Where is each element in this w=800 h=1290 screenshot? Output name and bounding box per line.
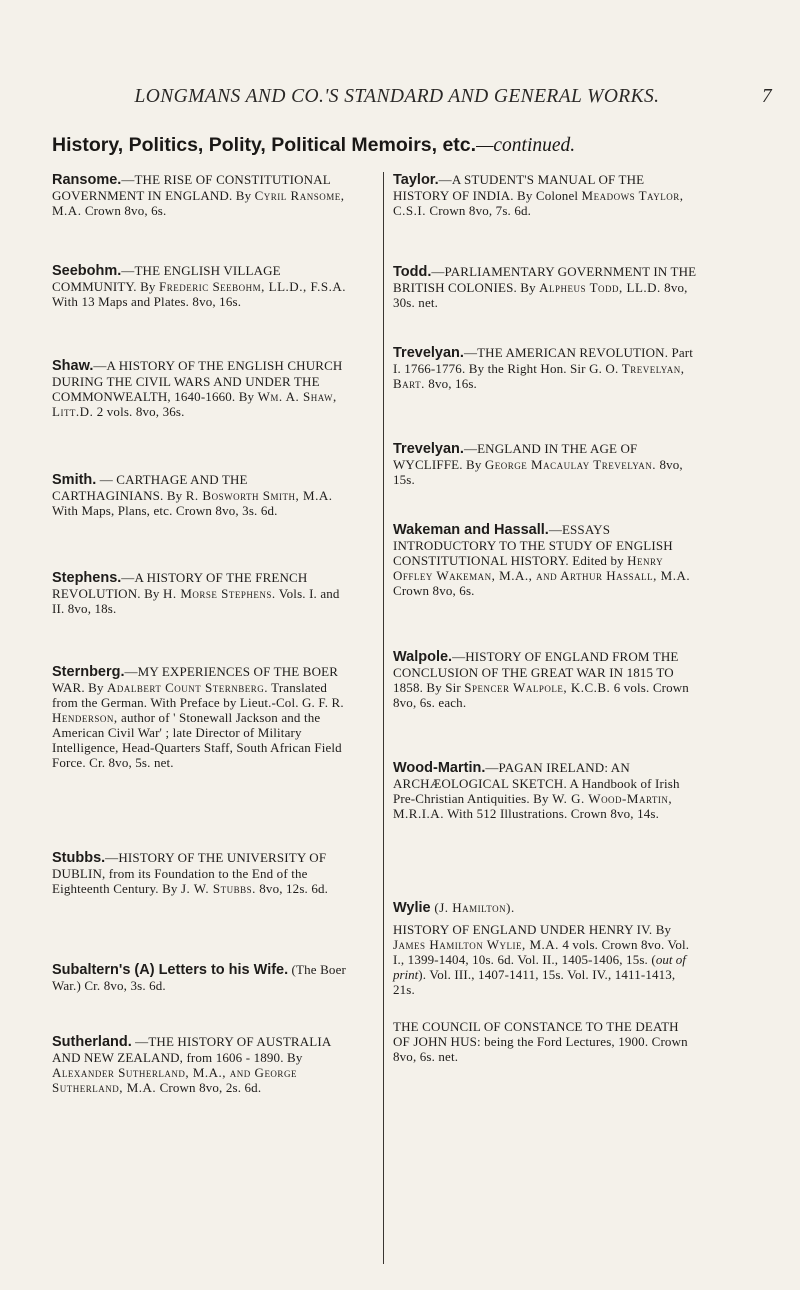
entry-tail: With 13 Maps and Plates. 8vo, 16s. (52, 294, 242, 309)
entry-tail: With 512 Illustrations. Crown 8vo, 14s. (443, 806, 659, 821)
running-head-title: LONGMANS AND CO.'S STANDARD AND GENERAL WORKS. (134, 86, 660, 107)
entry-tail: 8vo, 30s. net. (393, 280, 688, 310)
entry-tail: With Maps, Plans, etc. Crown 8vo, 3s. 6d. (52, 503, 278, 518)
entry-seebohm (52, 263, 352, 309)
entry-heading: Taylor. (393, 172, 439, 188)
entry-author: Wm. A. Shaw, Litt.D. (52, 389, 337, 419)
entry-heading: Wood-Martin. (393, 760, 486, 776)
entry-text: —A STUDENT'S MANUAL OF THE HISTORY OF INDIA. By Colonel (393, 172, 645, 203)
entry-text: —THE AMERICAN REVOLUTION. Part I. 1766-1776. By the Right Hon. Sir G. O. (393, 345, 694, 376)
entry-heading: Smith. (52, 472, 97, 488)
entry-heading: Todd. (393, 264, 432, 280)
entry-author: W. G. Wood-Martin, M.R.I.A. (393, 791, 673, 821)
entry-author: J. W. Stubbs. (180, 881, 256, 896)
entry-tail: Crown 8vo, 2s. 6d. (156, 1080, 262, 1095)
entry-wakeman-hassall (393, 522, 697, 598)
entry-smith (52, 472, 352, 518)
entry-text: —ENGLAND IN THE AGE OF WYCLIFFE. By (393, 441, 638, 472)
entry-stubbs (52, 850, 352, 896)
entry-tail: 4 vols. Crown 8vo. Vol. I., 1399-1404, 10s. 6d. Vol. II., 1405-1406, 15s. ( (393, 937, 690, 967)
entry-author-secondary: Henderson, (52, 710, 118, 725)
entry-heading: Ransome. (52, 172, 122, 188)
entry-heading: Subaltern's (A) Letters to his Wife. (52, 962, 289, 978)
entry-author: Adalbert Count Sternberg. (107, 680, 269, 695)
entry-heading: Wylie (393, 900, 431, 916)
entry-trevelyan-wycliffe (393, 441, 697, 487)
entry-author: Spencer Walpole, K.C.B. (464, 680, 611, 695)
entry-author: Frederic Seebohm, LL.D., F.S.A. (158, 279, 347, 294)
entry-text: —PARLIAMENTARY GOVERNMENT IN THE BRITISH COLONIES. By (393, 264, 697, 295)
section-continued: —continued. (476, 135, 576, 156)
entry-ransome (52, 172, 352, 218)
entry-tail-secondary: author of ' Stonewall Jackson and the American Civil War' ; late Director of Military Intelligence, Head-Quarters Staff, South African Field Force. Cr. 8vo, 5s. net. (52, 710, 342, 770)
section-title-text: History, Politics, Polity, Political Memoirs, etc. (52, 134, 477, 156)
entry-note: out of print (393, 952, 686, 982)
entry-tail: 8vo, 15s. (393, 457, 683, 487)
entry-tail: 6 vols. Crown 8vo, 6s. each. (393, 680, 689, 710)
entry-text: — CARTHAGE AND THE CARTHAGINIANS. By (52, 472, 248, 503)
entry-text: —ESSAYS INTRODUCTORY TO THE STUDY OF ENGLISH CONSTITUTIONAL HISTORY. Edited by (393, 522, 673, 568)
entry-subaltern (52, 962, 352, 993)
entry-taylor (393, 172, 697, 218)
entry-text: —MY EXPERIENCES OF THE BOER WAR. By (52, 664, 339, 695)
entry-author: Alpheus Todd, LL.D. (539, 280, 661, 295)
entry-wood-martin (393, 760, 697, 821)
entry-todd (393, 264, 697, 310)
entry-tail: 8vo, 16s. (424, 376, 477, 391)
entry-author: R. Bosworth Smith, M.A. (185, 488, 333, 503)
entry-tail: Crown 8vo, 6s. (81, 203, 167, 218)
entry-heading: Sternberg. (52, 664, 125, 680)
entry-author-heading: (J. Hamilton). (430, 900, 515, 915)
entry-heading: Sutherland. (52, 1034, 132, 1050)
entry-stephens (52, 570, 352, 616)
entry-text: THE COUNCIL OF CONSTANCE TO THE DEATH OF JOHN HUS: being the Ford Lectures, 1900. Crown 8vo, 6s. net. (393, 1019, 688, 1064)
section-title (52, 134, 782, 157)
entry-text: —THE ENGLISH VILLAGE COMMUNITY. By (52, 263, 281, 294)
entry-author: Meadows Taylor, C.S.I. (393, 188, 684, 218)
wylie-history-henry-iv (393, 922, 697, 997)
entry-text: —THE RISE OF CONSTITUTIONAL GOVERNMENT IN ENGLAND. By (52, 172, 331, 203)
running-head (52, 86, 772, 108)
entry-tail-end: ). Vol. III., 1407-1411, 15s. Vol. IV., 1411-1413, 21s. (393, 967, 676, 997)
entry-heading: Trevelyan. (393, 441, 464, 457)
entry-text: —A HISTORY OF THE ENGLISH CHURCH DURING THE CIVIL WARS AND UNDER THE COMMONWEALTH, 1640-1660. By (52, 358, 343, 404)
entry-heading: Shaw. (52, 358, 94, 374)
entry-tail: 2 vols. 8vo, 36s. (93, 404, 185, 419)
entry-text: —THE HISTORY OF AUSTRALIA AND NEW ZEALAND, from 1606 - 1890. By (52, 1034, 331, 1065)
entry-tail: Crown 8vo, 6s. (393, 583, 475, 598)
entry-text: HISTORY OF ENGLAND UNDER HENRY IV. By (393, 922, 672, 937)
entry-heading: Wakeman and Hassall. (393, 522, 549, 538)
entry-sternberg (52, 664, 352, 770)
entry-heading: Seebohm. (52, 263, 122, 279)
entry-tail: 8vo, 12s. 6d. (255, 881, 329, 896)
entry-author: Henry Offley Wakeman, M.A., and Arthur Hassall, M.A. (393, 553, 691, 583)
entry-sutherland (52, 1034, 352, 1095)
entry-text: —HISTORY OF ENGLAND FROM THE CONCLUSION OF THE GREAT WAR IN 1815 TO 1858. By Sir (393, 649, 679, 695)
entry-trevelyan-american (393, 345, 697, 391)
entry-author: James Hamilton Wylie, M.A. (393, 937, 559, 952)
entry-tail: Crown 8vo, 7s. 6d. (425, 203, 532, 218)
wylie-heading-line (393, 900, 697, 916)
entry-shaw (52, 358, 352, 419)
entry-heading: Trevelyan. (393, 345, 464, 361)
entry-text: (The Boer War.) Cr. 8vo, 3s. 6d. (52, 962, 346, 993)
entry-text: —PAGAN IRELAND: AN ARCHÆOLOGICAL SKETCH. A Handbook of Irish Pre-Christian Antiquities. By (393, 760, 680, 806)
column-divider (383, 172, 384, 1264)
entry-author: George Macaulay Trevelyan. (484, 457, 657, 472)
entry-wylie (393, 900, 697, 1064)
entry-heading: Walpole. (393, 649, 453, 665)
entry-heading: Stubbs. (52, 850, 106, 866)
entry-author: Trevelyan, Bart. (393, 361, 685, 391)
entry-text: —A HISTORY OF THE FRENCH REVOLUTION. By (52, 570, 308, 601)
entry-author: H. Morse Stephens. (162, 586, 276, 601)
entry-tail: Translated from the German. With Preface by Lieut.-Col. G. F. R. (52, 680, 344, 710)
wylie-council-of-constance (393, 1019, 697, 1064)
entry-author: Cyril Ransome, M.A. (52, 188, 345, 218)
page-number: 7 (761, 86, 772, 107)
entry-text: —HISTORY OF THE UNIVERSITY OF DUBLIN, from its Foundation to the End of the Eighteenth Century. By (52, 850, 327, 896)
entry-walpole (393, 649, 697, 710)
entry-heading: Stephens. (52, 570, 122, 586)
entry-tail: Vols. I. and II. 8vo, 18s. (52, 586, 340, 616)
entry-author: Alexander Sutherland, M.A., and George Sutherland, M.A. (52, 1065, 297, 1095)
